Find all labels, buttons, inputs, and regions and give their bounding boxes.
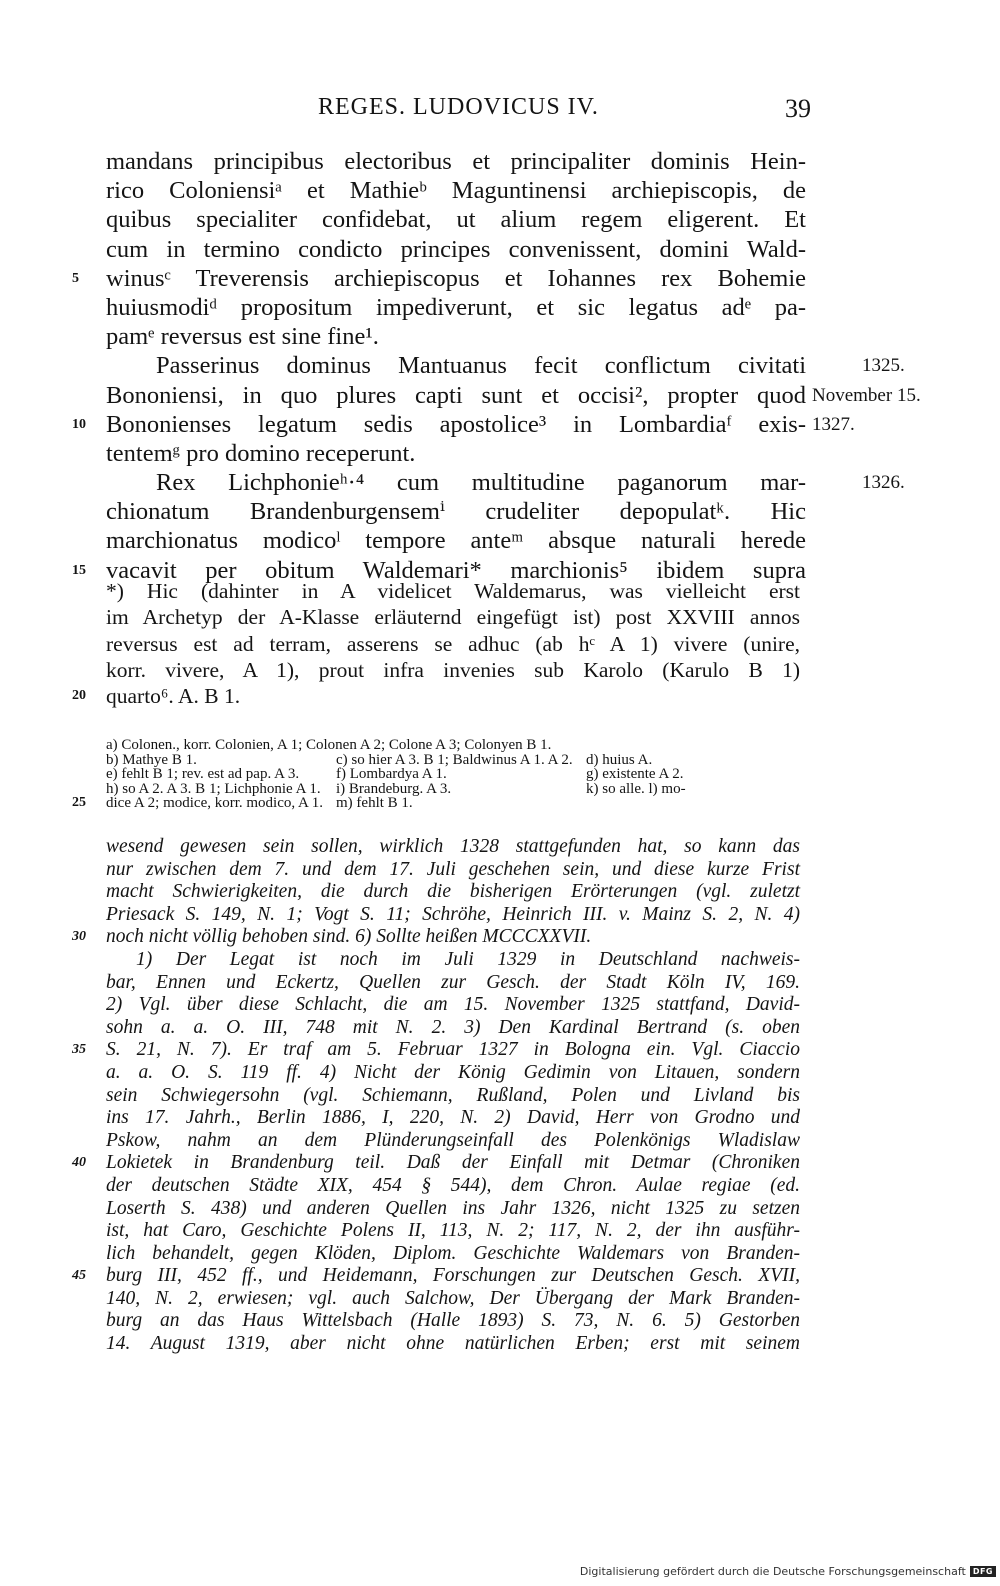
footnote-text: macht Schwierigkeiten, die durch die bisherigen Erörterungen (vgl. zuletzt <box>106 881 800 903</box>
apparatus-entry: i) Brandeburg. A 3. <box>336 780 452 797</box>
main-line-text: marchionatus modicoˡ tempore anteᵐ absque naturali herede <box>106 527 806 555</box>
margin-date: November 15. <box>812 384 921 406</box>
footnote-text: nur zwischen dem 7. und dem 17. Juli geschehen sein, und diese kurze Frist <box>106 858 800 880</box>
main-line-text: huiusmodiᵈ propositum impediverunt, et sic legatus adᵉ pa- <box>106 293 806 321</box>
apparatus-entry: d) huius A. <box>586 751 653 768</box>
note-line <box>106 604 800 630</box>
main-line-text: Rex Lichphonieʰ·⁴ cum multitudine paganorum mar- <box>156 469 806 497</box>
main-line <box>106 381 921 410</box>
note-line <box>106 578 800 604</box>
apparatus-entry: h) so A 2. A 3. B 1; Lichphonie A 1. <box>106 780 321 797</box>
footnote-text: ins 17. Jahrh., Berlin 1886, I, 220, N. 2) David, Herr von Grodno und <box>106 1107 800 1129</box>
footnote-line <box>106 1288 800 1311</box>
digitization-credit <box>580 1565 996 1578</box>
main-line-text: rico Coloniensiᵃ et Mathieᵇ Maguntinensi archiepiscopis, de <box>106 177 806 205</box>
apparatus-line <box>106 767 800 782</box>
footnote-line <box>72 1039 800 1062</box>
line-number: 35 <box>72 1042 86 1058</box>
main-text <box>72 147 921 585</box>
apparatus-entry: e) fehlt B 1; rev. est ad pap. A 3. <box>106 766 300 783</box>
margin-date: 1327. <box>812 413 855 435</box>
footnote-text: 14. August 1319, aber nicht ohne natürlichen Erben; erst mit seinem <box>106 1333 800 1355</box>
main-line <box>106 205 806 234</box>
footnote-text: sein Schwiegersohn (vgl. Schiemann, Rußland, Polen und Livland bis <box>106 1084 800 1106</box>
note-line-text: quarto⁶. A. B 1. <box>106 684 241 709</box>
footnote-line <box>72 926 800 949</box>
main-line-text: winusᶜ Treverensis archiepiscopus et Iohannes rex Bohemie <box>106 264 806 292</box>
apparatus-entry: c) so hier A 3. B 1; Baldwinus A 1. A 2. <box>336 751 573 768</box>
apparatus-entry: f) Lombardya A 1. <box>336 766 447 783</box>
line-number: 45 <box>72 1268 86 1284</box>
footnote-text: 2) Vgl. über diese Schlacht, die am 15. November 1325 stattfand, David- <box>106 994 800 1016</box>
main-line <box>106 322 806 351</box>
footnote-line <box>106 1333 800 1356</box>
margin-date: 1325. <box>862 355 905 377</box>
note-line-text: *) Hic (dahinter in A videlicet Waldemarus, was vielleicht erst <box>106 579 800 603</box>
footnote-line <box>106 904 800 927</box>
line-number: 25 <box>72 795 86 811</box>
line-number: 15 <box>72 562 86 578</box>
main-line <box>106 235 806 264</box>
main-line <box>106 497 806 526</box>
margin-date: 1326. <box>862 472 905 494</box>
main-line-text: Bononienses legatum sedis apostolice³ in Lombardiaᶠ exis- <box>106 410 806 438</box>
footnote-text: Lokietek in Brandenburg teil. Daß der Einfall mit Detmar (Chroniken <box>106 1152 800 1174</box>
footnote-line <box>106 1243 800 1266</box>
main-line <box>106 147 806 176</box>
apparatus-entry: b) Mathye B 1. <box>106 751 197 768</box>
dfg-logo: DFG <box>970 1566 996 1577</box>
apparatus-line <box>106 753 800 768</box>
main-line <box>72 264 806 293</box>
footnote-text: bar, Ennen und Eckertz, Quellen zur Gesch. der Stadt Köln IV, 169. <box>106 971 800 993</box>
historical-notes <box>72 836 800 1356</box>
note-line <box>106 657 800 683</box>
main-line-text: pamᵉ reversus est sine fine¹. <box>106 323 379 351</box>
footnote-text: burg an das Haus Wittelsbach (Halle 1893) S. 73, N. 6. 5) Gestorben <box>106 1310 800 1332</box>
footnote-line <box>106 1198 800 1221</box>
main-line-text: cum in termino condicto principes convenissent, domini Wald- <box>106 235 806 263</box>
main-line-text: Bononiensi, in quo plures capti sunt et occisi², propter quod <box>106 381 806 409</box>
main-line <box>106 176 806 205</box>
note-line-text: reversus est ad terram, asserens se adhuc (ab hᶜ A 1) vivere (unire, <box>106 631 800 656</box>
footnote-line <box>106 1220 800 1243</box>
main-line <box>106 351 905 380</box>
footnote-text: sohn a. a. O. III, 748 mit N. 2. 3) Den Kardinal Bertrand (s. oben <box>106 1016 800 1038</box>
main-line-text: chionatum Brandenburgensemⁱ crudeliter depopulatᵏ. Hic <box>106 498 806 526</box>
main-line <box>72 410 855 439</box>
footnote-text: der deutschen Städte XIX, 454 § 544), dem Chron. Aulae regiae (ed. <box>106 1174 800 1196</box>
main-line-text: Passerinus dominus Mantuanus fecit conflictum civitati <box>156 352 806 380</box>
main-line-text: quibus specialiter confidebat, ut alium regem eligerent. Et <box>106 206 806 234</box>
credit-text: Digitalisierung gefördert durch die Deutsche Forschungsgemeinschaft <box>579 1565 966 1578</box>
footnote-line <box>106 1107 800 1130</box>
main-line <box>106 468 905 497</box>
main-line-text: vacavit per obitum Waldemari* marchionis⁵ ibidem supra <box>106 556 806 584</box>
footnote-text: ist, hat Caro, Geschichte Polens II, 113, N. 2; 117, N. 2, der ihn ausführ- <box>106 1220 800 1242</box>
apparatus-entry: dice A 2; modice, korr. modico, A 1. <box>106 795 324 812</box>
footnote-line <box>106 881 800 904</box>
main-line <box>106 439 806 468</box>
apparatus-entry: k) so alle. l) mo- <box>586 780 686 797</box>
main-line-text: mandans principibus electoribus et principaliter dominis Hein- <box>106 148 806 175</box>
footnote-text: 1) Der Legat ist noch im Juli 1329 in Deutschland nachweis- <box>136 948 800 970</box>
footnote-text: wesend gewesen sein sollen, wirklich 1328 stattgefunden hat, so kann das <box>106 836 800 857</box>
transmission-note <box>72 578 800 709</box>
footnote-text: noch nicht völlig behoben sind. 6) Sollte heißen MCCCXXVII. <box>106 926 592 948</box>
footnote-line <box>106 1310 800 1333</box>
footnote-line <box>106 994 800 1017</box>
line-number: 20 <box>72 688 86 704</box>
footnote-line <box>106 1085 800 1108</box>
footnote-text: Loserth S. 438) und anderen Quellen ins Jahr 1326, nicht 1325 zu setzen <box>106 1197 800 1219</box>
footnote-text: Pskow, nahm an dem Plünderungseinfall des Polenkönigs Wladislaw <box>106 1129 800 1151</box>
line-number: 30 <box>72 929 86 945</box>
footnote-line <box>106 1062 800 1085</box>
line-number: 40 <box>72 1155 86 1171</box>
footnote-line <box>72 1152 800 1175</box>
line-number: 10 <box>72 416 86 432</box>
page-number: 39 <box>785 94 811 123</box>
note-line <box>106 631 800 657</box>
footnote-text: 140, N. 2, erwiesen; vgl. auch Salchow, Der Übergang der Mark Branden- <box>106 1287 800 1309</box>
apparatus-entry: a) Colonen., korr. Colonien, A 1; Colonen A 2; Colone A 3; Colonyen B 1. <box>106 737 552 753</box>
footnote-text: lich behandelt, gegen Klöden, Diplom. Geschichte Waldemars von Branden- <box>106 1242 800 1264</box>
footnote-line <box>106 1017 800 1040</box>
main-line <box>106 293 806 322</box>
footnote-text: S. 21, N. 7). Er traf am 5. Februar 1327 in Bologna ein. Vgl. Ciaccio <box>106 1039 800 1061</box>
footnote-line <box>106 949 800 972</box>
critical-apparatus <box>72 737 800 812</box>
main-line <box>106 526 806 555</box>
running-title: REGES. LUDOVICUS IV. <box>318 94 599 120</box>
apparatus-entry: g) existente A 2. <box>586 766 684 783</box>
footnote-line <box>106 1130 800 1153</box>
footnote-text: burg III, 452 ff., und Heidemann, Forschungen zur Deutschen Gesch. XVII, <box>106 1265 800 1287</box>
apparatus-line <box>106 782 800 797</box>
footnote-line <box>106 972 800 995</box>
note-line-text: im Archetyp der A-Klasse erläuternd eingefügt ist) post XXVIII annos <box>106 605 800 630</box>
footnote-line <box>106 859 800 882</box>
note-line <box>72 683 800 709</box>
page-header <box>0 94 1000 134</box>
footnote-line <box>72 1265 800 1288</box>
main-line-text: tentemᵍ pro domino receperunt. <box>106 439 416 467</box>
footnote-text: a. a. O. S. 119 ff. 4) Nicht der König Gedimin von Litauen, sondern <box>106 1061 800 1083</box>
footnote-line <box>106 836 800 859</box>
apparatus-line <box>106 738 800 753</box>
line-number: 5 <box>72 270 79 286</box>
note-line-text: korr. vivere, A 1), prout infra invenies sub Karolo (Karulo B 1) <box>106 657 800 682</box>
footnote-text: Priesack S. 149, N. 1; Vogt S. 11; Schröhe, Heinrich III. v. Mainz S. 2, N. 4) <box>106 903 800 925</box>
apparatus-entry: m) fehlt B 1. <box>336 795 413 812</box>
apparatus-line <box>72 795 800 812</box>
footnote-line <box>106 1175 800 1198</box>
